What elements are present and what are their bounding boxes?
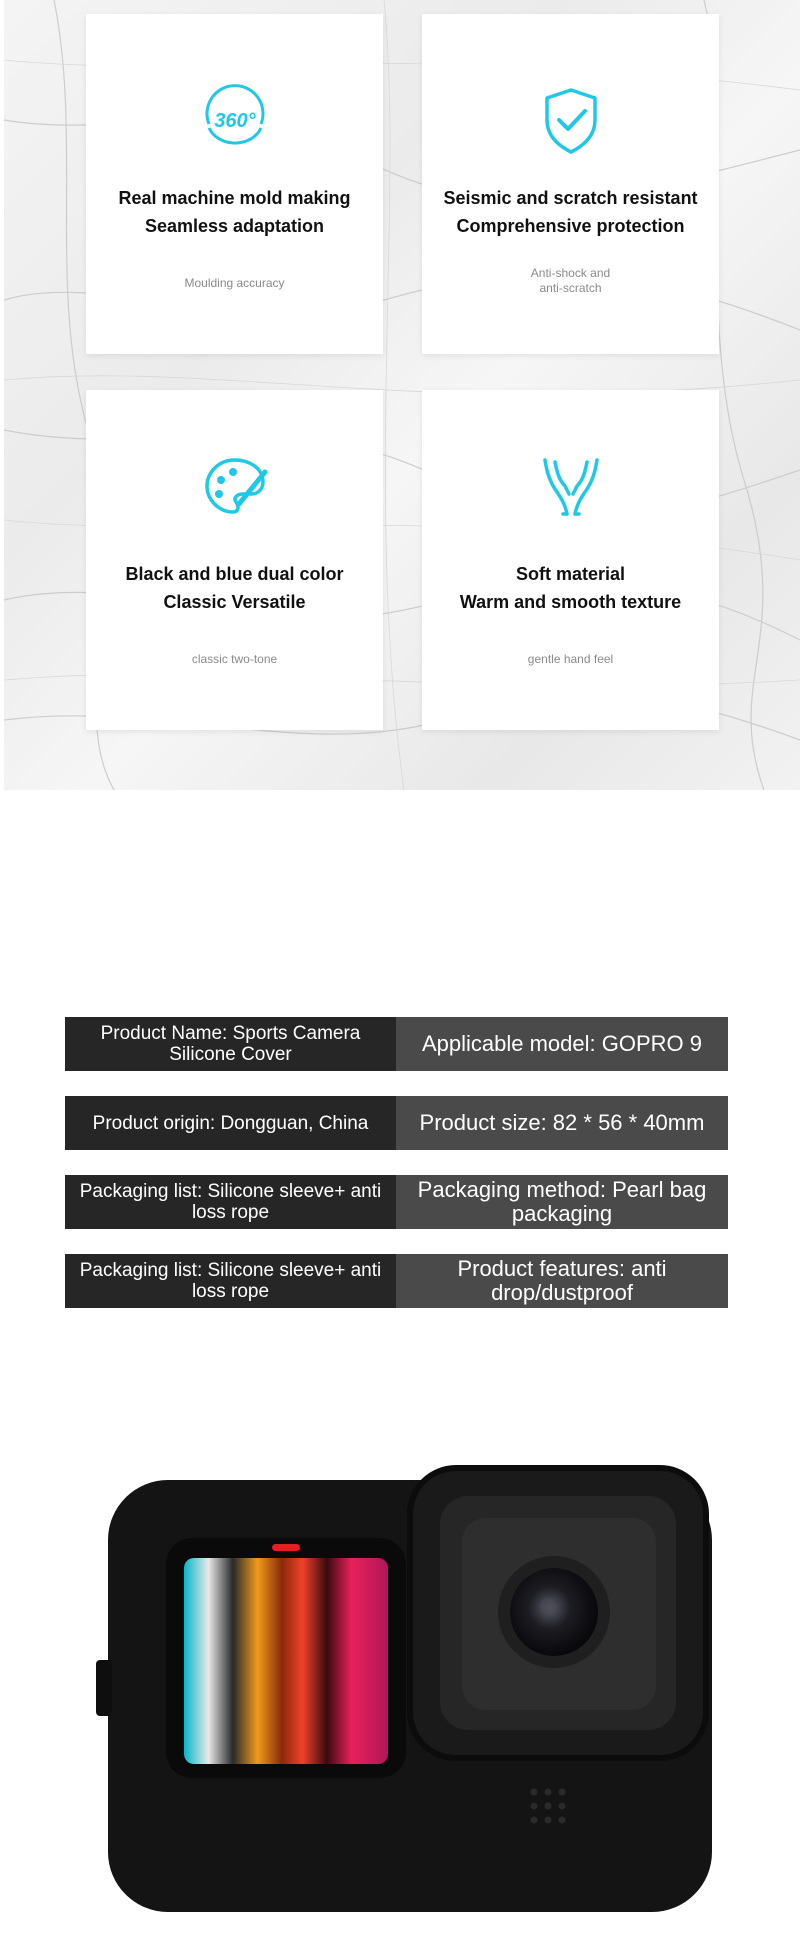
feature-heading: Real machine mold making Seamless adaptation xyxy=(118,188,351,236)
recording-indicator xyxy=(272,1544,300,1551)
feature-subtext: gentle hand feel xyxy=(527,652,614,666)
feature-subtext: Anti-shock and anti-scratch xyxy=(530,266,611,295)
camera-screen xyxy=(184,1558,388,1764)
spec-row xyxy=(65,1096,728,1150)
feature-subtext: Moulding accuracy xyxy=(184,276,285,290)
svg-text:360°: 360° xyxy=(213,110,256,132)
speaker-grille xyxy=(531,1789,566,1824)
feature-heading: Black and blue dual color Classic Versatile xyxy=(125,564,344,612)
spec-label: Product Name: Sports Camera Silicone Cover xyxy=(65,1017,396,1071)
feature-card-soft xyxy=(422,390,719,730)
hands-icon xyxy=(535,450,607,522)
feature-card-mold xyxy=(86,14,383,354)
product-image xyxy=(0,1440,800,1934)
spec-row xyxy=(65,1175,728,1229)
feature-card-color xyxy=(86,390,383,730)
palette-icon xyxy=(199,450,271,522)
spec-row xyxy=(65,1254,728,1308)
spec-label: Product origin: Dongguan, China xyxy=(65,1096,396,1150)
features-section xyxy=(4,0,800,790)
spec-value: Product size: 82 * 56 * 40mm xyxy=(396,1096,728,1150)
feature-subtext: classic two-tone xyxy=(191,652,278,666)
feature-heading: Seismic and scratch resistant Comprehensive protection xyxy=(443,188,698,236)
360-icon xyxy=(199,84,271,156)
shield-check-icon xyxy=(535,84,607,156)
spec-value: Packaging method: Pearl bag packaging xyxy=(396,1175,728,1229)
feature-card-protection xyxy=(422,14,719,354)
spec-value: Applicable model: GOPRO 9 xyxy=(396,1017,728,1071)
spec-label: Packaging list: Silicone sleeve+ anti loss rope xyxy=(65,1254,396,1308)
feature-heading: Soft material Warm and smooth texture xyxy=(459,564,682,612)
spec-value: Product features: anti drop/dustproof xyxy=(396,1254,728,1308)
spec-row xyxy=(65,1017,728,1071)
spec-label: Packaging list: Silicone sleeve+ anti loss rope xyxy=(65,1175,396,1229)
camera-lens xyxy=(510,1568,598,1656)
